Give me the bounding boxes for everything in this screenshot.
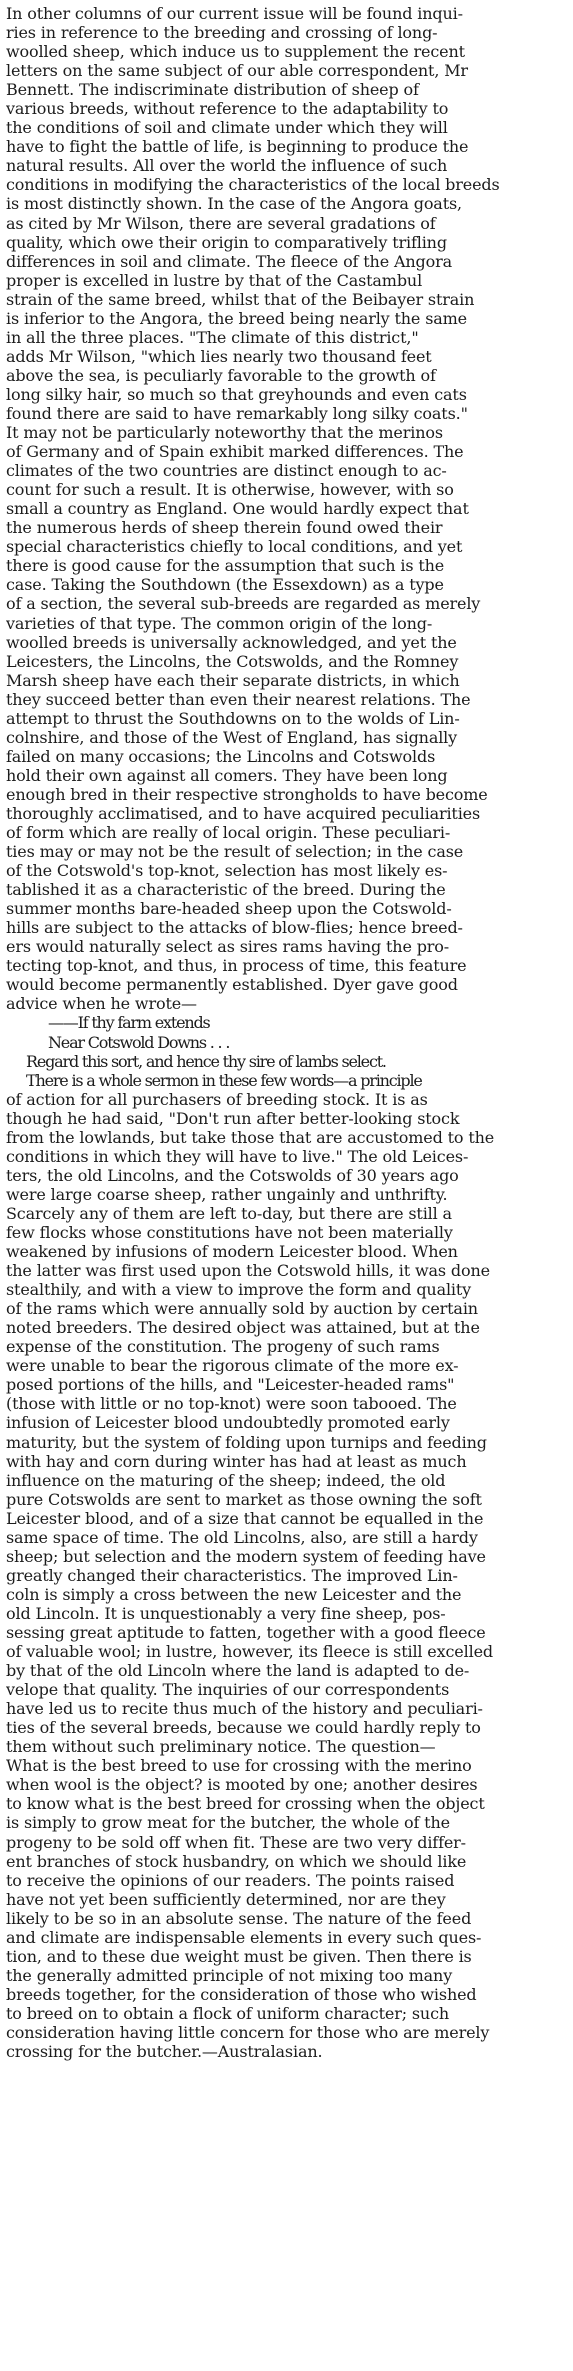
article-line: letters on the same subject of our able correspondent, Mr bbox=[6, 61, 468, 81]
article-line: summer months bare-headed sheep upon the Cotswold- bbox=[6, 899, 452, 919]
article-line: Leicester blood, and of a size that cannot be equalled in the bbox=[6, 1508, 484, 1528]
article-line: by that of the old Lincoln where the land is adapted to de- bbox=[6, 1661, 470, 1681]
article-line: the conditions of soil and climate under which they will bbox=[6, 118, 448, 138]
article-line: have not yet been sufficiently determined, nor are they bbox=[6, 1889, 446, 1909]
article-line: weakened by infusions of modern Leicester blood. When bbox=[6, 1242, 458, 1262]
article-line: small a country as England. One would hardly expect that bbox=[6, 499, 469, 519]
article-line: have led us to recite thus much of the history and peculiari- bbox=[6, 1699, 483, 1719]
article-line: breeds together, for the consideration of those who wished bbox=[6, 1984, 477, 2004]
article-line: noted breeders. The desired object was attained, but at the bbox=[6, 1318, 480, 1338]
article-line: ties of the several breeds, because we could hardly reply to bbox=[6, 1718, 481, 1738]
article-line: woolled sheep, which induce us to supplement the recent bbox=[6, 42, 465, 62]
article-line: velope that quality. The inquiries of our correspondents bbox=[6, 1680, 450, 1700]
article-line: is most distinctly shown. In the case of the Angora goats, bbox=[6, 194, 462, 214]
article-line: of valuable wool; in lustre, however, its fleece is still excelled bbox=[6, 1642, 493, 1662]
article-line: were large coarse sheep, rather ungainly and unthrifty. bbox=[6, 1184, 448, 1204]
article-line: What is the best breed to use for crossing with the merino bbox=[6, 1756, 472, 1776]
article-line: and climate are indispensable elements in every such ques- bbox=[6, 1927, 482, 1947]
article-line: adds Mr Wilson, "which lies nearly two thousand feet bbox=[6, 346, 432, 366]
article-line: influence on the maturing of the sheep; indeed, the old bbox=[6, 1470, 446, 1490]
article-line: quality, which owe their origin to comparatively trifling bbox=[6, 232, 447, 252]
article-line: to know what is the best breed for crossing when the object bbox=[6, 1794, 485, 1814]
article-line: to receive the opinions of our readers. The points raised bbox=[6, 1870, 455, 1890]
article-line: of the Cotswold's top-knot, selection has most likely es- bbox=[6, 861, 448, 881]
article-line: varieties of that type. The common origin of the long- bbox=[6, 613, 433, 633]
article-line: hills are subject to the attacks of blow-flies; hence breed- bbox=[6, 918, 463, 938]
article-line: though he had said, "Don't run after better-looking stock bbox=[6, 1108, 460, 1128]
article-line: ers would naturally select as sires rams having the pro- bbox=[6, 937, 450, 957]
article-line: ters, the old Lincolns, and the Cotswolds of 30 years ago bbox=[6, 1165, 459, 1185]
article-line: proper is excelled in lustre by that of the Castambul bbox=[6, 270, 423, 290]
article-line: of form which are really of local origin. These peculiari- bbox=[6, 823, 451, 843]
article-line: the latter was first used upon the Cotswold hills, it was done bbox=[6, 1261, 490, 1281]
article-line: as cited by Mr Wilson, there are several gradations of bbox=[6, 213, 436, 233]
article-line: enough bred in their respective strongholds to have become bbox=[6, 784, 488, 804]
article-line: In other columns of our current issue will be found inqui- bbox=[6, 4, 463, 23]
article-line: Marsh sheep have each their separate districts, in which bbox=[6, 670, 460, 690]
article-line: attempt to thrust the Southdowns on to the wolds of Lin- bbox=[6, 708, 460, 728]
article-line: climates of the two countries are distinct enough to ac- bbox=[6, 461, 447, 481]
article-line: likely to be so in an absolute sense. The nature of the feed bbox=[6, 1908, 472, 1928]
article-line: found there are said to have remarkably long silky coats." bbox=[6, 403, 468, 423]
article-line: various breeds, without reference to the adaptability to bbox=[6, 99, 449, 119]
article-line: same space of time. The old Lincolns, also, are still a hardy bbox=[6, 1527, 478, 1547]
article-line: of Germany and of Spain exhibit marked differences. The bbox=[6, 442, 464, 462]
article-line: tion, and to these due weight must be given. Then there is bbox=[6, 1946, 472, 1966]
article-line: special characteristics chiefly to local conditions, and yet bbox=[6, 537, 463, 557]
article-line: from the lowlands, but take those that are accustomed to the bbox=[6, 1127, 495, 1147]
article-line: tablished it as a characteristic of the breed. During the bbox=[6, 880, 446, 900]
article-line: conditions in which they will have to live." The old Leices- bbox=[6, 1146, 469, 1166]
article-line: in all the three places. "The climate of this district," bbox=[6, 327, 419, 347]
article-line: the numerous herds of sheep therein found owed their bbox=[6, 518, 443, 538]
article-line: to breed on to obtain a flock of uniform character; such bbox=[6, 2003, 450, 2023]
article-line: them without such preliminary notice. The question— bbox=[6, 1737, 436, 1757]
article-line: maturity, but the system of folding upon turnips and feeding bbox=[6, 1432, 487, 1452]
article-line: sessing great aptitude to fatten, together with a good fleece bbox=[6, 1622, 486, 1642]
article-line: few flocks whose constitutions have not been materially bbox=[6, 1223, 453, 1242]
article-line: they succeed better than even their nearest relations. The bbox=[6, 689, 471, 709]
article-line: consideration having little concern for those who are merely bbox=[6, 2022, 490, 2042]
article-line: Leicesters, the Lincolns, the Cotswolds, and the Romney bbox=[6, 651, 459, 671]
article-line: strain of the same breed, whilst that of the Beibayer strain bbox=[6, 289, 475, 309]
article-line: of a section, the several sub-breeds are regarded as merely bbox=[6, 594, 481, 614]
article-line: pure Cotswolds are sent to market as those owning the soft bbox=[6, 1489, 482, 1509]
article-line: It may not be particularly noteworthy that the merinos bbox=[6, 423, 443, 443]
article-line: advice when he wrote— bbox=[6, 994, 197, 1014]
article-line: natural results. All over the world the influence of such bbox=[6, 156, 448, 176]
article-line: greatly changed their characteristics. The improved Lin- bbox=[6, 1565, 458, 1585]
article-line: woolled breeds is universally acknowledged, and yet the bbox=[6, 632, 457, 652]
article-line: ries in reference to the breeding and crossing of long- bbox=[6, 23, 438, 43]
article-line: there is good cause for the assumption that such is the bbox=[6, 556, 445, 576]
article-line: thoroughly acclimatised, and to have acquired peculiarities bbox=[6, 803, 481, 823]
article-line: (those with little or no top-knot) were soon tabooed. The bbox=[6, 1394, 457, 1414]
article-line: would become permanently established. Dyer gave good bbox=[6, 975, 458, 995]
article-line: There is a whole sermon in these few words—a principle bbox=[26, 1070, 422, 1090]
article-line: Scarcely any of them are left to-day, but there are still a bbox=[6, 1203, 452, 1223]
article-line: expense of the constitution. The progeny of such rams bbox=[6, 1337, 440, 1357]
article-line: when wool is the object? is mooted by one; another desires bbox=[6, 1775, 478, 1795]
article-line: sheep; but selection and the modern system of feeding have bbox=[6, 1546, 486, 1566]
article-line: of action for all purchasers of breeding stock. It is as bbox=[6, 1089, 428, 1109]
article-line: case. Taking the Southdown (the Essexdown) as a type bbox=[6, 575, 444, 595]
article-line: failed on many occasions; the Lincolns and Cotswolds bbox=[6, 746, 436, 766]
article-line: differences in soil and climate. The fleece of the Angora bbox=[6, 251, 452, 271]
article-line: have to fight the battle of life, is beginning to produce the bbox=[6, 137, 469, 157]
article-line: ——If thy farm extends bbox=[48, 1013, 210, 1033]
article-line: with hay and corn during winter has had at least as much bbox=[6, 1451, 467, 1471]
article-line: old Lincoln. It is unquestionably a very fine sheep, pos- bbox=[6, 1603, 446, 1623]
article-line: were unable to bear the rigorous climate of the more ex- bbox=[6, 1356, 459, 1376]
article-line: posed portions of the hills, and "Leicester-headed rams" bbox=[6, 1375, 455, 1395]
article-line: Near Cotswold Downs . . . bbox=[48, 1032, 230, 1052]
article-column bbox=[6, 4, 567, 2367]
article-line: of the rams which were annually sold by auction by certain bbox=[6, 1299, 478, 1319]
article-line: ent branches of stock husbandry, on which we should like bbox=[6, 1851, 467, 1871]
article-line: the generally admitted principle of not mixing too many bbox=[6, 1965, 453, 1985]
article-line: progeny to be sold off when fit. These are two very differ- bbox=[6, 1832, 466, 1852]
article-line: is inferior to the Angora, the breed being nearly the same bbox=[6, 308, 467, 328]
article-line: Bennett. The indiscriminate distribution of sheep of bbox=[6, 80, 419, 100]
article-line: count for such a result. It is otherwise, however, with so bbox=[6, 480, 454, 500]
article-line: colnshire, and those of the West of England, has signally bbox=[6, 727, 458, 747]
article-line: stealthily, and with a view to improve the form and quality bbox=[6, 1280, 472, 1300]
article-line: long silky hair, so much so that greyhounds and even cats bbox=[6, 384, 467, 404]
article-line: conditions in modifying the characteristics of the local breeds bbox=[6, 175, 500, 195]
article-line: above the sea, is peculiarly favorable to the growth of bbox=[6, 365, 436, 385]
article-line: crossing for the butcher.—Australasian. bbox=[6, 2042, 323, 2062]
article-line: is simply to grow meat for the butcher, the whole of the bbox=[6, 1813, 450, 1833]
article-line: Regard this sort, and hence thy sire of lambs select. bbox=[26, 1051, 386, 1071]
article-line: tecting top-knot, and thus, in process of time, this feature bbox=[6, 956, 467, 976]
article-line: coln is simply a cross between the new Leicester and the bbox=[6, 1584, 462, 1604]
article-line: hold their own against all comers. They have been long bbox=[6, 765, 448, 785]
article-line: infusion of Leicester blood undoubtedly promoted early bbox=[6, 1413, 450, 1433]
article-line: ties may or may not be the result of selection; in the case bbox=[6, 842, 464, 862]
